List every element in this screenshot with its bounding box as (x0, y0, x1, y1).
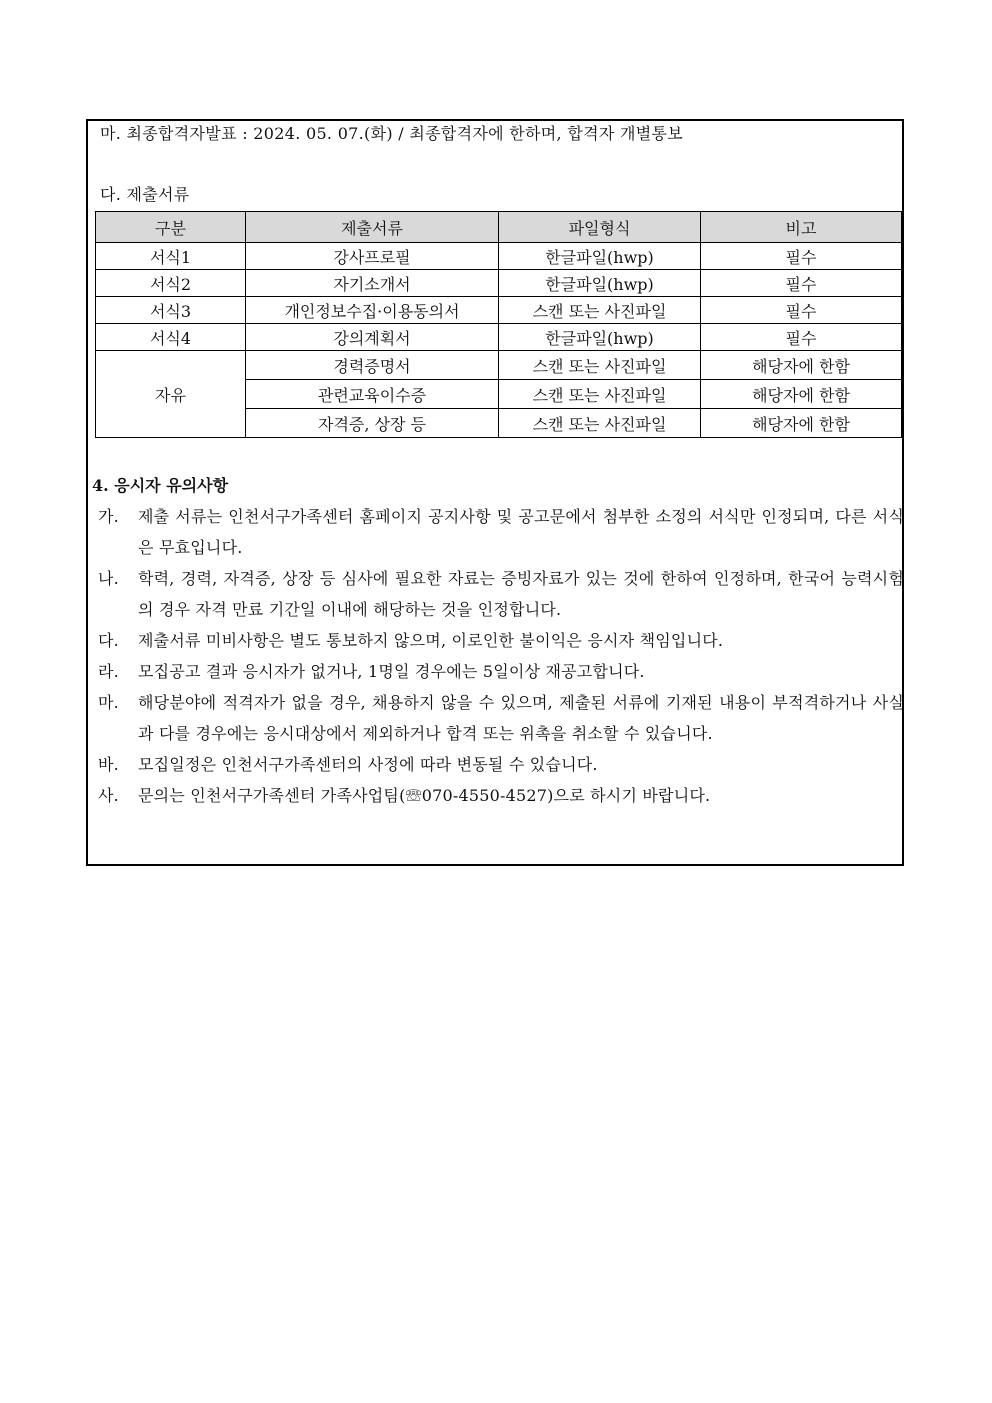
cell-document: 관련교육이수증 (246, 380, 499, 409)
cell-category: 서식1 (96, 243, 246, 270)
cell-document: 강사프로필 (246, 243, 499, 270)
cell-document: 개인정보수집·이용동의서 (246, 297, 499, 324)
item-marker: 마. (98, 693, 119, 712)
list-item (98, 687, 904, 749)
cell-document: 강의계획서 (246, 324, 499, 351)
cell-note: 필수 (701, 324, 902, 351)
item-text: 제출서류 미비사항은 별도 통보하지 않으며, 이로인한 불이익은 응시자 책임입니다. (138, 631, 724, 650)
cell-format: 스캔 또는 사진파일 (499, 297, 701, 324)
item-text: 학력, 경력, 자격증, 상장 등 심사에 필요한 자료는 증빙자료가 있는 것에 한하여 인정하며, 한국어 능력시험의 경우 자격 만료 기간일 이내에 해당하는 것을 인정합니다. (138, 569, 904, 619)
cell-category: 서식4 (96, 324, 246, 351)
cell-document: 자격증, 상장 등 (246, 409, 499, 438)
table-row (96, 324, 902, 351)
list-item (98, 749, 904, 780)
submission-documents-table (95, 211, 902, 438)
table-row (96, 351, 902, 380)
cell-format: 한글파일(hwp) (499, 243, 701, 270)
list-item (98, 625, 904, 656)
cell-document: 경력증명서 (246, 351, 499, 380)
cell-note: 필수 (701, 243, 902, 270)
item-text: 문의는 인천서구가족센터 가족사업팀(☏070-4550-4527)으로 하시기 바랍니다. (138, 786, 711, 805)
header-file-format: 파일형식 (499, 212, 701, 243)
list-item (98, 780, 904, 811)
header-note: 비고 (701, 212, 902, 243)
announcement-line: 마. 최종합격자발표 : 2024. 05. 07.(화) / 최종합격자에 한하며, 합격자 개별통보 (100, 124, 683, 143)
cell-format: 스캔 또는 사진파일 (499, 351, 701, 380)
table-row (96, 243, 902, 270)
item-marker: 나. (98, 569, 119, 588)
notes-list (98, 501, 904, 811)
cell-category: 서식3 (96, 297, 246, 324)
cell-category: 서식2 (96, 270, 246, 297)
header-category: 구분 (96, 212, 246, 243)
item-text: 해당분야에 적격자가 없을 경우, 채용하지 않을 수 있으며, 제출된 서류에 기재된 내용이 부적격하거나 사실과 다를 경우에는 응시대상에서 제외하거나 합격 또는 위촉을 취소할 수 있습니다. (138, 693, 904, 743)
section-title: 4. 응시자 유의사항 (92, 476, 229, 495)
docs-heading: 다. 제출서류 (100, 185, 190, 204)
cell-note: 필수 (701, 270, 902, 297)
cell-note: 필수 (701, 297, 902, 324)
list-item (98, 563, 904, 625)
cell-note: 해당자에 한함 (701, 351, 902, 380)
item-marker: 다. (98, 631, 119, 650)
cell-format: 한글파일(hwp) (499, 324, 701, 351)
table-header-row (96, 212, 902, 243)
item-marker: 바. (98, 755, 119, 774)
cell-note: 해당자에 한함 (701, 380, 902, 409)
cell-format: 한글파일(hwp) (499, 270, 701, 297)
item-marker: 라. (98, 662, 119, 681)
cell-category-free: 자유 (96, 351, 246, 438)
list-item (98, 656, 904, 687)
document-frame (86, 119, 904, 866)
cell-note: 해당자에 한함 (701, 409, 902, 438)
item-text: 모집공고 결과 응시자가 없거나, 1명일 경우에는 5일이상 재공고합니다. (138, 662, 645, 681)
item-marker: 사. (98, 786, 119, 805)
cell-format: 스캔 또는 사진파일 (499, 409, 701, 438)
item-text: 제출 서류는 인천서구가족센터 홈페이지 공지사항 및 공고문에서 첨부한 소정의 서식만 인정되며, 다른 서식은 무효입니다. (138, 507, 904, 557)
item-marker: 가. (98, 507, 119, 526)
item-text: 모집일정은 인천서구가족센터의 사정에 따라 변동될 수 있습니다. (138, 755, 598, 774)
cell-document: 자기소개서 (246, 270, 499, 297)
header-document: 제출서류 (246, 212, 499, 243)
list-item (98, 501, 904, 563)
table-row (96, 297, 902, 324)
cell-format: 스캔 또는 사진파일 (499, 380, 701, 409)
table-row (96, 270, 902, 297)
